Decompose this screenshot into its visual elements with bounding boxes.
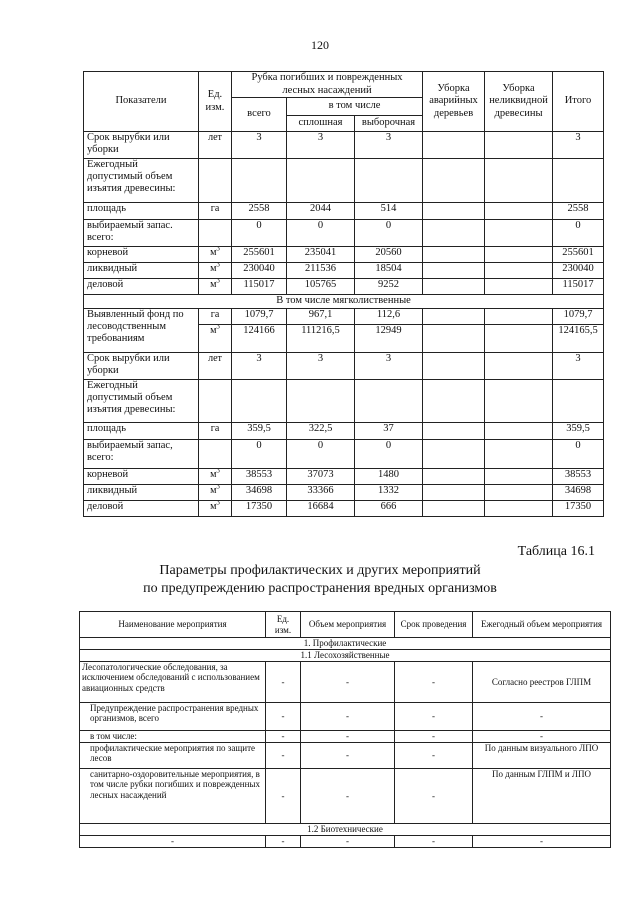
unit-cell [199,485,232,501]
table-row [80,836,611,848]
value-selective: 0 [355,440,423,469]
pest-prevention-table [79,611,611,848]
value-emergency [423,247,485,263]
measure-term: - [395,836,473,848]
value-emergency [423,485,485,501]
table-row [84,501,604,517]
value-clear: 2044 [287,203,355,220]
value-emergency [423,203,485,220]
unit-cell [199,247,232,263]
value-total: 359,5 [232,423,287,440]
table-row [84,485,604,501]
table-title-line-2: по предупреждению распространения вредных организмов [143,581,497,596]
value-nonliquid [485,353,553,380]
value-clear: 16684 [287,501,355,517]
value-selective: 18504 [355,263,423,279]
header-result: Итого [553,72,604,132]
unit-cell [199,501,232,517]
measure-unit: - [266,703,301,731]
value-selective: 0 [355,220,423,247]
table-title [0,562,640,598]
value-emergency [423,423,485,440]
measure-term: - [395,743,473,769]
row-label: Срок вырубки или уборки [84,353,199,380]
value-nonliquid [485,501,553,517]
measure-unit: - [266,731,301,743]
value-total: 34698 [232,485,287,501]
value-clear: 0 [287,440,355,469]
table-row [84,247,604,263]
header-clear-felling: сплошная [287,116,355,132]
value-emergency [423,132,485,159]
row-label: корневой [84,247,199,263]
table-row [84,423,604,440]
value-emergency [423,353,485,380]
section-softwood: В том числе мягколиственные [84,295,604,309]
row-label: Ежегодный допустимый объем изъятия древесины: [84,159,199,203]
header-measure-volume: Объем мероприятия [301,612,395,638]
value-result: 38553 [553,469,604,485]
unit-exponent: 3 [216,246,220,253]
value-nonliquid [485,440,553,469]
table-row [80,769,611,824]
unit-cell [199,309,232,325]
unit-exponent: 3 [216,278,220,285]
header-felling-group: Рубка погибших и поврежденных лесных насаждений [232,72,423,98]
value-total: 3 [232,132,287,159]
value-emergency [423,440,485,469]
table-row [84,353,604,380]
unit-cell [199,279,232,295]
unit-exponent: 3 [216,484,220,491]
measure-term: - [395,731,473,743]
value-emergency [423,220,485,247]
value-nonliquid [485,263,553,279]
value-total: 2558 [232,203,287,220]
measure-annual: - [473,703,611,731]
table-row [84,132,604,159]
value-total: 230040 [232,263,287,279]
value-result: 1079,7 [553,309,604,325]
value-clear: 322,5 [287,423,355,440]
value-result: 34698 [553,485,604,501]
unit-cell [199,220,232,247]
unit-cell [199,353,232,380]
row-label: ликвидный [84,485,199,501]
value-total: 0 [232,440,287,469]
row-label: деловой [84,279,199,295]
value-nonliquid [485,485,553,501]
table-row [80,703,611,731]
value-total: 17350 [232,501,287,517]
value-nonliquid [485,279,553,295]
value-selective: 1332 [355,485,423,501]
value-clear: 37073 [287,469,355,485]
value-nonliquid [485,159,553,203]
unit-cell [199,132,232,159]
unit-cell [199,263,232,279]
unit-text: лет [208,132,222,143]
table-title-line-1: Параметры профилактических и других мероприятий [159,563,481,578]
unit-text: м [210,325,217,336]
row-label: Ежегодный допустимый объем изъятия древесины: [84,380,199,423]
header-annual-volume: Ежегодный объем мероприятия [473,612,611,638]
row-label: Выявленный фонд по лесоводственным требованиям [84,309,199,353]
unit-text: м [210,469,217,480]
unit-cell [199,380,232,423]
value-clear [287,159,355,203]
value-result: 255601 [553,247,604,263]
table-row [80,638,611,650]
table-row [80,743,611,769]
table-row [84,220,604,247]
unit-exponent: 3 [216,262,220,269]
value-selective: 666 [355,501,423,517]
table-row [84,203,604,220]
value-selective: 112,6 [355,309,423,325]
value-nonliquid [485,309,553,325]
value-nonliquid [485,220,553,247]
value-selective: 3 [355,132,423,159]
unit-cell [199,203,232,220]
value-result: 0 [553,220,604,247]
table-row [80,662,611,703]
measure-unit: - [266,769,301,824]
table-row [80,824,611,836]
measure-term: - [395,769,473,824]
value-nonliquid [485,132,553,159]
value-result: 3 [553,132,604,159]
value-selective [355,380,423,423]
value-total [232,380,287,423]
table-row [80,731,611,743]
measure-annual: По данным визуального ЛПО [473,743,611,769]
unit-text: м [210,485,217,496]
unit-text: га [210,203,220,214]
value-result [553,159,604,203]
value-nonliquid [485,247,553,263]
measure-term: - [395,662,473,703]
value-selective: 9252 [355,279,423,295]
unit-text: м [210,263,217,274]
value-total: 38553 [232,469,287,485]
value-emergency [423,469,485,485]
measure-annual: - [473,731,611,743]
header-nonliquid-wood: Уборка неликвидной древесины [485,72,553,132]
value-result: 17350 [553,501,604,517]
value-clear: 105765 [287,279,355,295]
header-of-which: в том числе [287,98,423,116]
value-total: 3 [232,353,287,380]
value-selective [355,159,423,203]
measure-unit: - [266,836,301,848]
unit-exponent: 3 [216,324,220,331]
header-emergency-trees: Уборка аварийных деревьев [423,72,485,132]
measure-name: Лесопатологические обследования, за исключением обследований с использованием авиационных средств [80,662,266,703]
value-result [553,380,604,423]
row-label: Срок вырубки или уборки [84,132,199,159]
value-selective: 20560 [355,247,423,263]
table-row [80,650,611,662]
header-total: всего [232,98,287,132]
value-total: 1079,7 [232,309,287,325]
section-preventive: 1. Профилактические [80,638,611,650]
measure-volume: - [301,836,395,848]
value-total: 0 [232,220,287,247]
value-nonliquid [485,325,553,353]
page-number: 120 [311,38,329,52]
table-row [84,440,604,469]
value-emergency [423,380,485,423]
subsection-forestry: 1.1 Лесохозяйственные [80,650,611,662]
measure-annual: Согласно реестров ГЛПМ [473,662,611,703]
unit-text: га [210,309,220,320]
unit-cell [199,423,232,440]
value-nonliquid [485,380,553,423]
row-label: корневой [84,469,199,485]
measure-volume: - [301,703,395,731]
measure-volume: - [301,731,395,743]
value-emergency [423,309,485,325]
measure-name: Предупреждение распространения вредных организмов, всего [80,703,266,731]
measure-name: санитарно-оздоровительные мероприятия, в том числе рубки погибших и поврежденных лесных насаждений [80,769,266,824]
measure-annual: - [473,836,611,848]
table-row [84,263,604,279]
header-indicators: Показатели [84,72,199,132]
value-emergency [423,263,485,279]
measure-unit: - [266,743,301,769]
value-total: 255601 [232,247,287,263]
value-selective: 12949 [355,325,423,353]
header-measure-term: Срок проведения [395,612,473,638]
unit-text: м [210,501,217,512]
unit-cell [199,440,232,469]
header-measure-name: Наименование мероприятия [80,612,266,638]
table-row [84,159,604,203]
measure-name: профилактические мероприятия по защите лесов [80,743,266,769]
value-emergency [423,159,485,203]
table-row [84,279,604,295]
unit-cell [199,159,232,203]
value-selective: 1480 [355,469,423,485]
value-emergency [423,325,485,353]
header-measure-unit: Ед. изм. [266,612,301,638]
value-total: 115017 [232,279,287,295]
measure-term: - [395,703,473,731]
row-label: деловой [84,501,199,517]
measure-volume: - [301,743,395,769]
row-label: ликвидный [84,263,199,279]
value-selective: 514 [355,203,423,220]
value-emergency [423,279,485,295]
unit-cell [199,469,232,485]
row-label: выбираемый запас, всего: [84,440,199,469]
measure-volume: - [301,662,395,703]
value-clear: 33366 [287,485,355,501]
measure-name: в том числе: [80,731,266,743]
measure-volume: - [301,769,395,824]
value-nonliquid [485,203,553,220]
value-result: 230040 [553,263,604,279]
value-clear: 235041 [287,247,355,263]
value-total: 124166 [232,325,287,353]
value-result: 0 [553,440,604,469]
value-emergency [423,501,485,517]
table-label: Таблица 16.1 [517,544,595,559]
unit-text: м [210,247,217,258]
unit-text: лет [208,353,222,364]
header-unit: Ед. изм. [199,72,232,132]
row-label: площадь [84,203,199,220]
value-result: 2558 [553,203,604,220]
value-result: 3 [553,353,604,380]
measure-name: - [80,836,266,848]
unit-exponent: 3 [216,468,220,475]
value-clear [287,380,355,423]
subsection-biotechnical: 1.2 Биотехнические [80,824,611,836]
unit-text: га [210,423,220,434]
unit-cell [199,325,232,353]
forest-felling-table [83,71,604,517]
unit-text: м [210,279,217,290]
row-label: площадь [84,423,199,440]
value-clear: 111216,5 [287,325,355,353]
table-row [84,380,604,423]
value-nonliquid [485,469,553,485]
measure-unit: - [266,662,301,703]
measure-annual: По данным ГЛПМ и ЛПО [473,769,611,824]
value-clear: 3 [287,132,355,159]
value-clear: 211536 [287,263,355,279]
unit-exponent: 3 [216,500,220,507]
value-clear: 967,1 [287,309,355,325]
row-label: выбираемый запас. всего: [84,220,199,247]
value-result: 115017 [553,279,604,295]
header-selective-felling: выборочная [355,116,423,132]
table-row [84,469,604,485]
table-row [84,309,604,325]
value-result: 359,5 [553,423,604,440]
value-selective: 3 [355,353,423,380]
value-clear: 3 [287,353,355,380]
value-total [232,159,287,203]
value-result: 124165,5 [553,325,604,353]
value-clear: 0 [287,220,355,247]
value-nonliquid [485,423,553,440]
value-selective: 37 [355,423,423,440]
